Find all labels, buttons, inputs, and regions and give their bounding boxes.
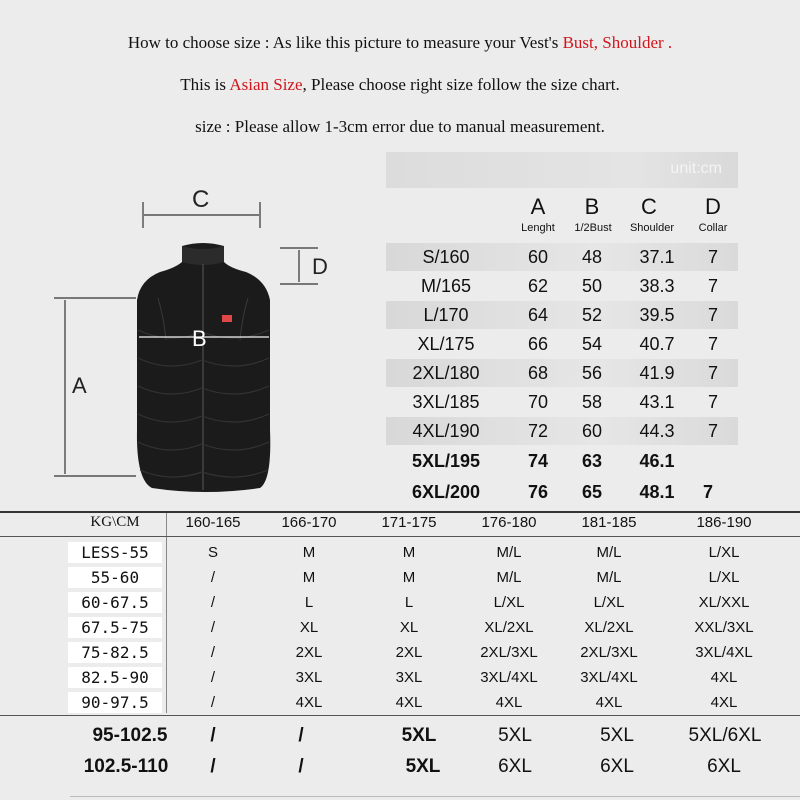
header-line-1 xyxy=(0,33,800,53)
weight-row-large xyxy=(0,721,800,753)
header-line-1-text: How to choose size : As like this picture to measure your Vest's xyxy=(127,33,563,52)
length-value: 64 xyxy=(527,305,549,325)
weight-label: 102.5-110 xyxy=(83,756,169,777)
shoulder-value: 48.1 xyxy=(639,482,675,502)
size-cell: 6XL xyxy=(600,756,634,777)
shoulder-value: 38.3 xyxy=(639,276,675,296)
length-value: 66 xyxy=(527,334,549,354)
header-line-2-text: This is xyxy=(180,75,230,94)
size-cell: 3XL xyxy=(295,669,323,686)
size-cell: 4XL xyxy=(710,694,738,711)
bust-value: 58 xyxy=(581,392,603,412)
size-cell: 2XL xyxy=(395,644,423,661)
size-cell: XXL/3XL xyxy=(694,619,754,636)
table-divider xyxy=(0,511,800,513)
header-line-2-tail: , Please choose right size follow the size chart. xyxy=(302,75,620,94)
collar-value: 7 xyxy=(707,392,718,412)
length-value: 72 xyxy=(527,421,549,441)
bust-value: 48 xyxy=(581,247,603,267)
weight-row xyxy=(0,691,800,714)
dimension-b-label: B xyxy=(192,326,207,351)
size-cell: / xyxy=(210,619,216,636)
height-header: 171-175 xyxy=(381,514,437,531)
weight-label: 95-102.5 xyxy=(92,725,168,746)
collar-value: 7 xyxy=(707,247,718,267)
size-cell: L/XL xyxy=(593,594,625,611)
size-cell: M/L xyxy=(596,569,622,586)
size-cell: S xyxy=(207,544,218,561)
size-cell: 5XL xyxy=(405,756,441,777)
shoulder-value: 37.1 xyxy=(639,247,675,267)
weight-row xyxy=(0,541,800,564)
shoulder-value: 44.3 xyxy=(639,421,675,441)
size-cell: 6XL xyxy=(707,756,741,777)
size-cell: XL/XXL xyxy=(698,594,750,611)
collar-value: 7 xyxy=(707,334,718,354)
size-cell: 5XL xyxy=(600,725,634,746)
unit-banner xyxy=(386,152,738,188)
collar-value: 7 xyxy=(707,363,718,383)
bust-value: 65 xyxy=(581,482,603,502)
size-label: 3XL/185 xyxy=(412,392,480,412)
bust-value: 56 xyxy=(581,363,603,383)
header-line-2 xyxy=(0,75,800,95)
size-row xyxy=(386,388,738,416)
weight-label: 67.5-75 xyxy=(68,617,162,638)
size-cell: L/XL xyxy=(493,594,525,611)
bust-value: 50 xyxy=(581,276,603,296)
weight-row xyxy=(0,616,800,639)
size-cell: / xyxy=(210,594,216,611)
length-value: 68 xyxy=(527,363,549,383)
size-row xyxy=(386,330,738,358)
size-cell: M/L xyxy=(496,544,522,561)
size-cell: / xyxy=(298,756,304,777)
table-divider xyxy=(70,796,800,797)
header-line-3: size : Please allow 1-3cm error due to manual measurement. xyxy=(195,117,605,136)
size-cell: L xyxy=(404,594,414,611)
shoulder-value: 40.7 xyxy=(639,334,675,354)
bust-value: 54 xyxy=(581,334,603,354)
column-d-header: D xyxy=(705,194,721,219)
shoulder-value: 41.9 xyxy=(639,363,675,383)
column-b-header: B xyxy=(584,194,600,219)
size-row xyxy=(386,417,738,445)
bust-value: 60 xyxy=(581,421,603,441)
size-cell: XL/2XL xyxy=(584,619,634,636)
size-cell: 2XL xyxy=(295,644,323,661)
size-cell: 3XL xyxy=(395,669,423,686)
shoulder-value: 39.5 xyxy=(639,305,675,325)
size-cell: / xyxy=(298,725,304,746)
size-cell: / xyxy=(210,756,216,777)
size-row xyxy=(386,243,738,271)
size-row xyxy=(386,272,738,300)
dimension-d-label: D xyxy=(312,254,328,279)
size-cell: M xyxy=(302,569,316,586)
length-value: 62 xyxy=(527,276,549,296)
length-value: 70 xyxy=(527,392,549,412)
size-cell: 6XL xyxy=(498,756,532,777)
size-cell: 4XL xyxy=(710,669,738,686)
column-b-subheader: 1/2Bust xyxy=(574,222,612,234)
weight-row-large xyxy=(0,752,800,784)
weight-row xyxy=(0,566,800,589)
size-cell: / xyxy=(210,644,216,661)
shoulder-value: 46.1 xyxy=(639,451,675,471)
size-cell: / xyxy=(210,725,216,746)
size-cell: M/L xyxy=(596,544,622,561)
size-cell: L xyxy=(304,594,314,611)
collar-value: 7 xyxy=(707,421,718,441)
size-row xyxy=(386,447,738,475)
bust-value: 52 xyxy=(581,305,603,325)
weight-label: 75-82.5 xyxy=(68,642,162,663)
column-c-header: C xyxy=(641,194,657,219)
vest-measurement-diagram xyxy=(40,180,370,500)
table-divider xyxy=(0,536,800,537)
weight-label: 60-67.5 xyxy=(68,592,162,613)
size-label: 4XL/190 xyxy=(412,421,480,441)
collar-value: 7 xyxy=(707,276,718,296)
weight-label: 90-97.5 xyxy=(68,692,162,713)
size-cell: 5XL xyxy=(498,725,532,746)
size-cell: / xyxy=(210,694,216,711)
size-cell: L/XL xyxy=(708,544,740,561)
vest-image xyxy=(137,243,270,492)
size-cell: 5XL xyxy=(401,725,437,746)
weight-row xyxy=(0,591,800,614)
size-cell: / xyxy=(210,569,216,586)
size-label: XL/175 xyxy=(417,334,475,354)
weight-row xyxy=(0,641,800,664)
size-cell: 3XL/4XL xyxy=(695,644,753,661)
size-cell: XL xyxy=(299,619,319,636)
dimension-c-label: C xyxy=(192,186,210,213)
weight-label: 82.5-90 xyxy=(68,667,162,688)
table-divider xyxy=(0,715,800,716)
column-a-header: A xyxy=(530,194,546,219)
height-header: 166-170 xyxy=(281,514,337,531)
size-cell: 2XL/3XL xyxy=(580,644,638,661)
size-label: L/170 xyxy=(423,305,469,325)
column-d-subheader: Collar xyxy=(698,222,728,234)
header-line-2-highlight: Asian Size xyxy=(229,75,303,94)
dimension-a-label: A xyxy=(72,373,87,398)
size-cell: 2XL/3XL xyxy=(480,644,538,661)
size-cell: M/L xyxy=(496,569,522,586)
size-row xyxy=(386,478,738,506)
size-cell: 4XL xyxy=(495,694,523,711)
shoulder-value: 43.1 xyxy=(639,392,675,412)
size-cell: 4XL xyxy=(595,694,623,711)
size-cell: 3XL/4XL xyxy=(580,669,638,686)
size-label: 2XL/180 xyxy=(412,363,480,383)
size-cell: XL/2XL xyxy=(484,619,534,636)
size-cell: / xyxy=(210,669,216,686)
collar-value: 7 xyxy=(702,482,713,502)
size-cell: L/XL xyxy=(708,569,740,586)
weight-label: 55-60 xyxy=(68,567,162,588)
collar-value: 7 xyxy=(707,305,718,325)
length-value: 76 xyxy=(527,482,549,502)
height-header: 160-165 xyxy=(185,514,241,531)
height-header: 181-185 xyxy=(581,514,637,531)
size-cell: M xyxy=(302,544,316,561)
size-cell: 5XL/6XL xyxy=(688,725,762,746)
size-row xyxy=(386,301,738,329)
weight-label: LESS-55 xyxy=(68,542,162,563)
unit-label: unit:cm xyxy=(670,160,722,177)
column-c-subheader: Shoulder xyxy=(629,222,675,234)
size-cell: 4XL xyxy=(395,694,423,711)
length-value: 74 xyxy=(527,451,549,471)
length-value: 60 xyxy=(527,247,549,267)
size-cell: M xyxy=(402,569,416,586)
size-label: S/160 xyxy=(422,247,470,267)
size-label: M/165 xyxy=(420,276,472,296)
bust-value: 63 xyxy=(581,451,603,471)
weight-row xyxy=(0,666,800,689)
size-label: 5XL/195 xyxy=(411,451,481,471)
height-header: 176-180 xyxy=(481,514,537,531)
size-row xyxy=(386,359,738,387)
size-label: 6XL/200 xyxy=(411,482,481,502)
weight-height-corner: KG\CM xyxy=(90,514,140,530)
header-line-1-highlight: Bust, Shoulder . xyxy=(562,33,673,52)
size-cell: 3XL/4XL xyxy=(480,669,538,686)
column-a-subheader: Lenght xyxy=(521,222,555,234)
size-cell: 4XL xyxy=(295,694,323,711)
size-cell: XL xyxy=(399,619,419,636)
height-header: 186-190 xyxy=(696,514,752,531)
size-cell: M xyxy=(402,544,416,561)
